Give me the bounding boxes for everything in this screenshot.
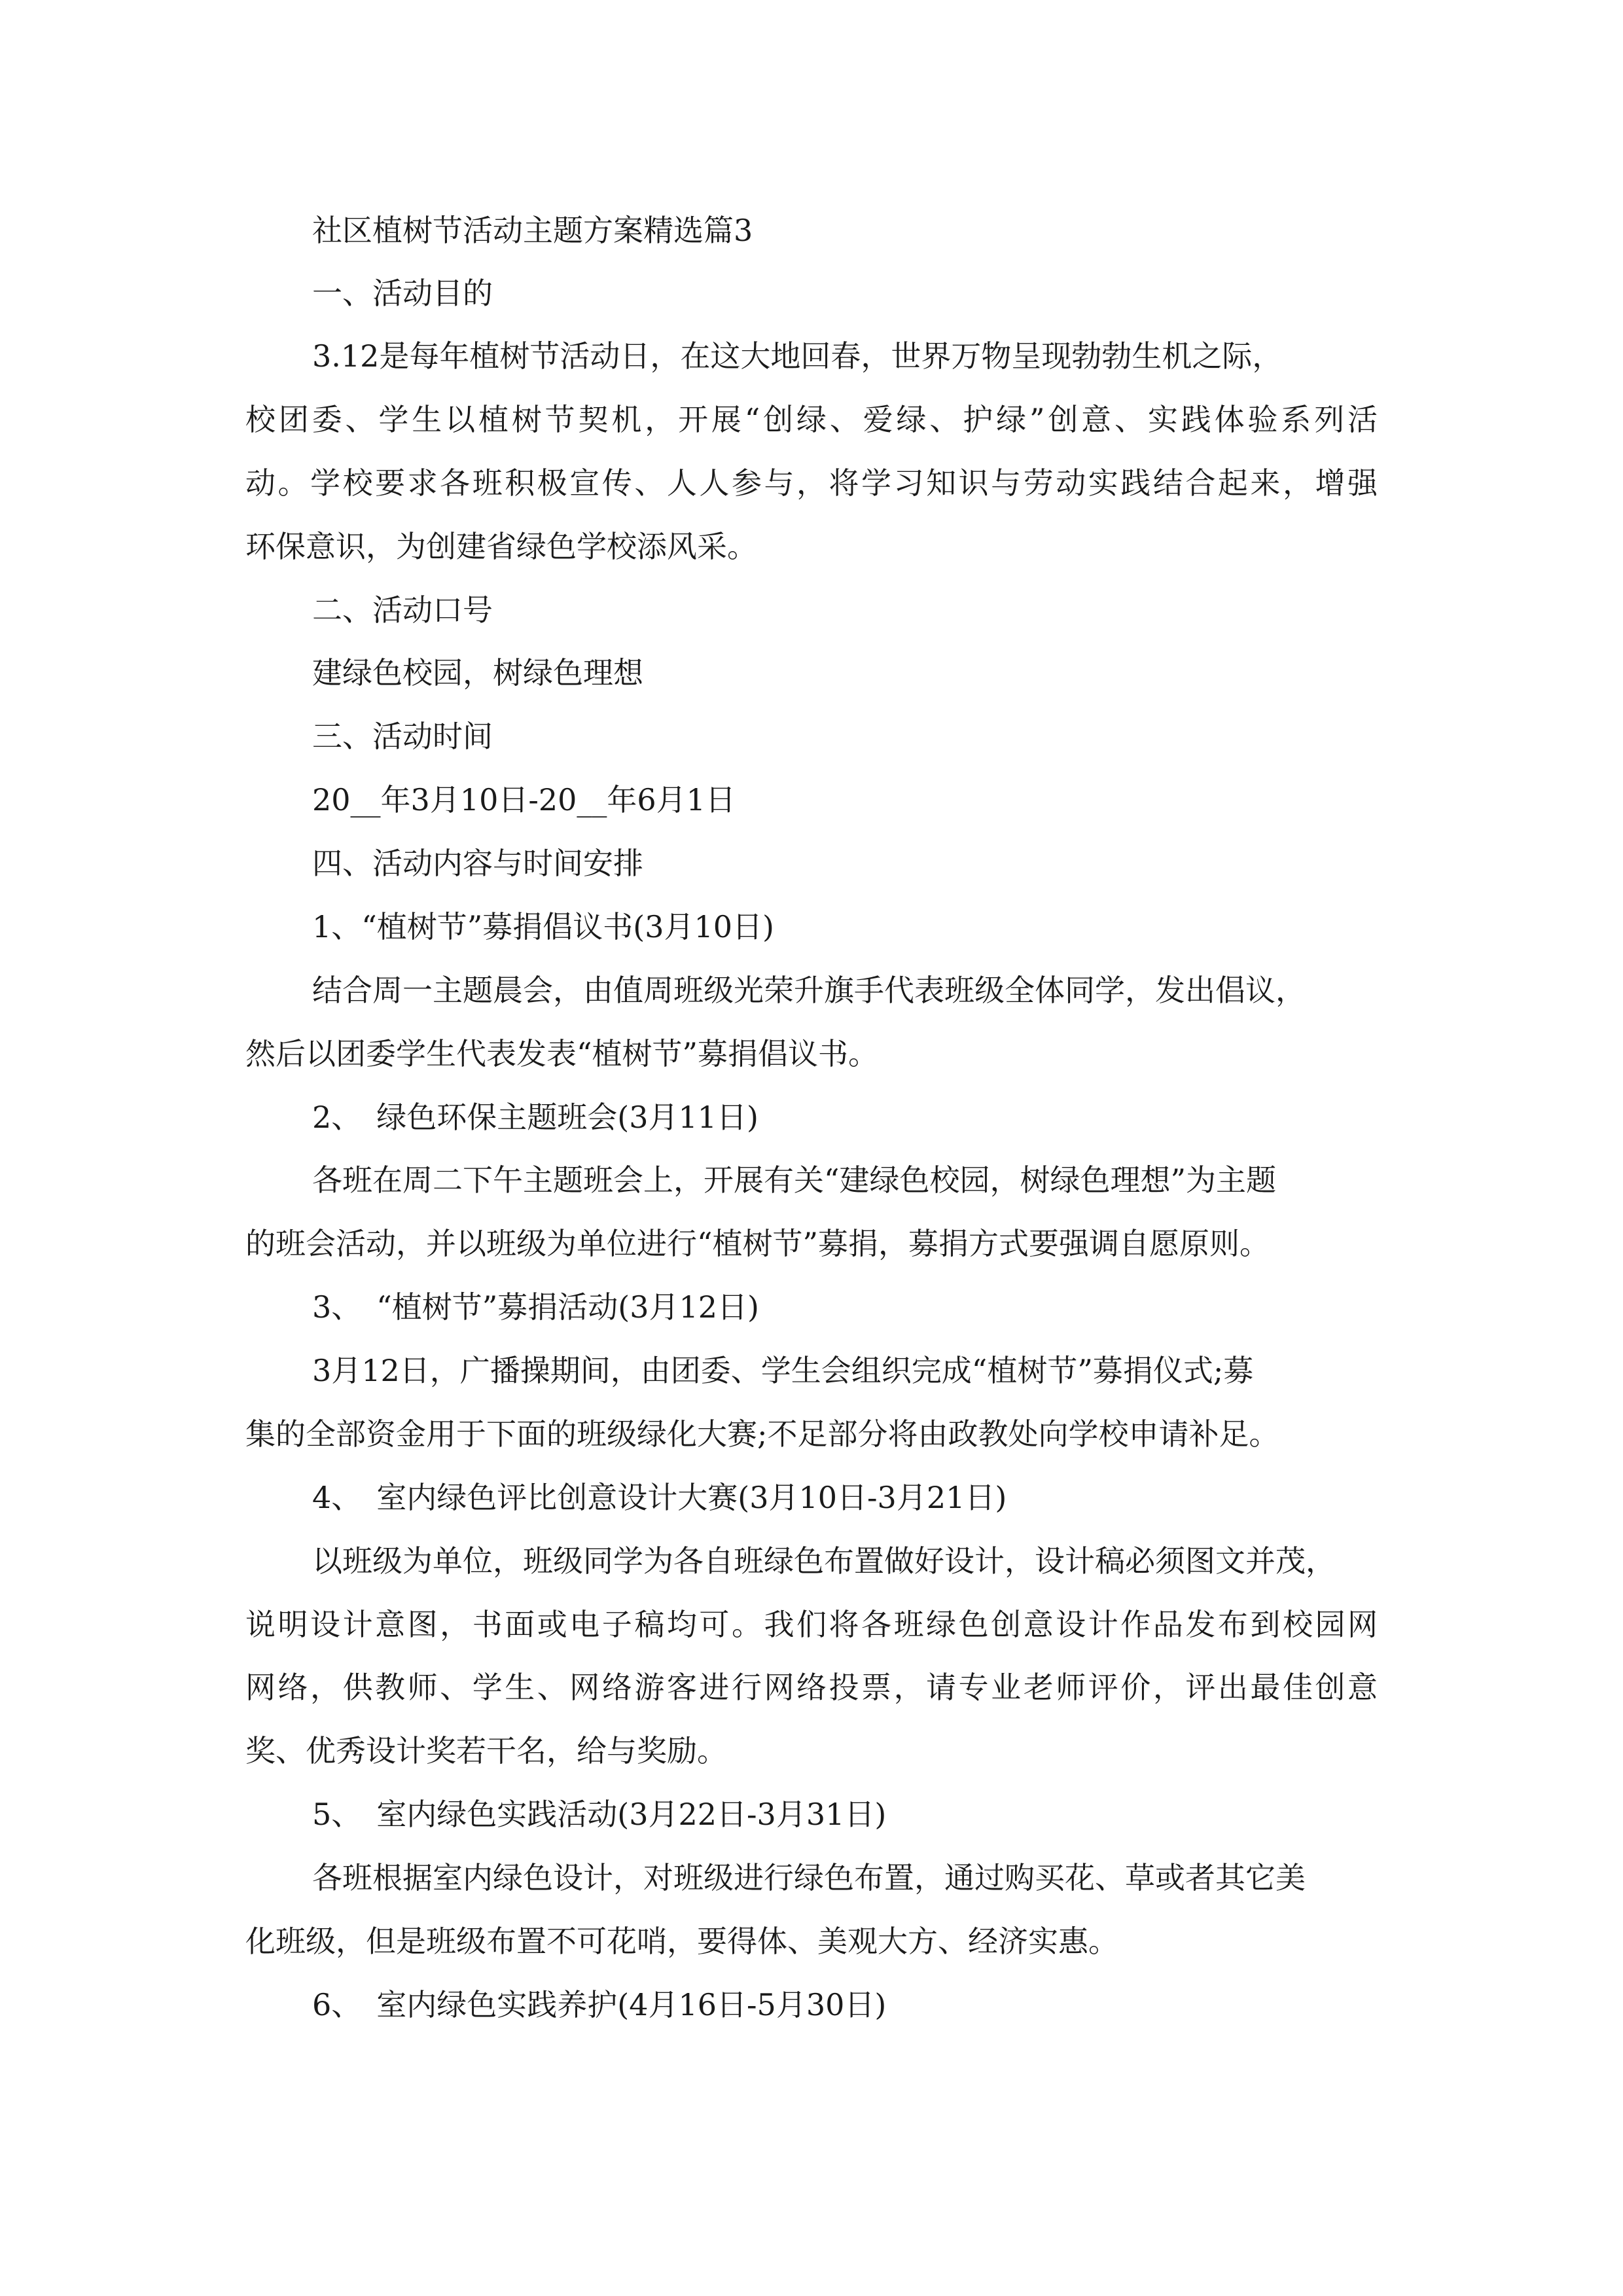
- document-title: 社区植树节活动主题方案精选篇3: [312, 213, 753, 248]
- paragraph-line: 校团委、学生以植树节契机，开展“创绿、爱绿、护绿”创意、实践体验系列活: [245, 402, 1378, 437]
- slogan-text: 建绿色校园，树绿色理想: [312, 655, 643, 691]
- paragraph-line: 各班根据室内绿色设计，对班级进行绿色布置，通过购买花、草或者其它美: [312, 1860, 1306, 1895]
- item-heading: 4、 室内绿色评比创意设计大赛(3月10日-3月21日): [312, 1480, 1007, 1515]
- paragraph-line: 的班会活动，并以班级为单位进行“植树节”募捐，募捐方式要强调自愿原则。: [245, 1226, 1270, 1261]
- paragraph-line: 网络，供教师、学生、网络游客进行网络投票，请专业老师评价，评出最佳创意: [245, 1670, 1378, 1705]
- heading-purpose: 一、活动目的: [312, 276, 493, 311]
- paragraph-line: 化班级，但是班级布置不可花哨，要得体、美观大方、经济实惠。: [245, 1924, 1118, 1959]
- paragraph-line: 各班在周二下午主题班会上，开展有关“建绿色校园，树绿色理想”为主题: [312, 1162, 1277, 1198]
- item-heading: 6、 室内绿色实践养护(4月16日-5月30日): [312, 1987, 887, 2022]
- item-heading: 3、 “植树节”募捐活动(3月12日): [312, 1289, 759, 1325]
- paragraph-line: 说明设计意图，书面或电子稿均可。我们将各班绿色创意设计作品发布到校园网: [245, 1607, 1378, 1642]
- time-text: 20__年3月10日-20__年6月1日: [312, 782, 736, 817]
- heading-slogan: 二、活动口号: [312, 592, 493, 628]
- paragraph-line: 集的全部资金用于下面的班级绿化大赛;不足部分将由政教处向学校申请补足。: [245, 1416, 1279, 1452]
- paragraph-line: 3月12日，广播操期间，由团委、学生会组织完成“植树节”募捐仪式;募: [312, 1353, 1254, 1388]
- paragraph-line: 奖、优秀设计奖若干名，给与奖励。: [245, 1733, 727, 1768]
- paragraph-line: 3.12是每年植树节活动日，在这大地回春，世界万物呈现勃勃生机之际，: [312, 338, 1283, 374]
- paragraph-line: 结合周一主题晨会，由值周班级光荣升旗手代表班级全体同学，发出倡议，: [312, 973, 1306, 1008]
- heading-time: 三、活动时间: [312, 719, 493, 754]
- heading-content: 四、活动内容与时间安排: [312, 846, 643, 881]
- item-heading: 5、 室内绿色实践活动(3月22日-3月31日): [312, 1797, 887, 1832]
- paragraph-line: 动。学校要求各班积极宣传、人人参与，将学习知识与劳动实践结合起来，增强: [245, 465, 1378, 501]
- item-heading: 1、“植树节”募捐倡议书(3月10日): [312, 909, 774, 944]
- paragraph-line: 环保意识，为创建省绿色学校添风采。: [245, 529, 757, 564]
- paragraph-line: 以班级为单位，班级同学为各自班绿色布置做好设计，设计稿必须图文并茂，: [312, 1543, 1336, 1579]
- paragraph-line: 然后以团委学生代表发表“植树节”募捐倡议书。: [245, 1036, 879, 1071]
- item-heading: 2、 绿色环保主题班会(3月11日): [312, 1100, 758, 1135]
